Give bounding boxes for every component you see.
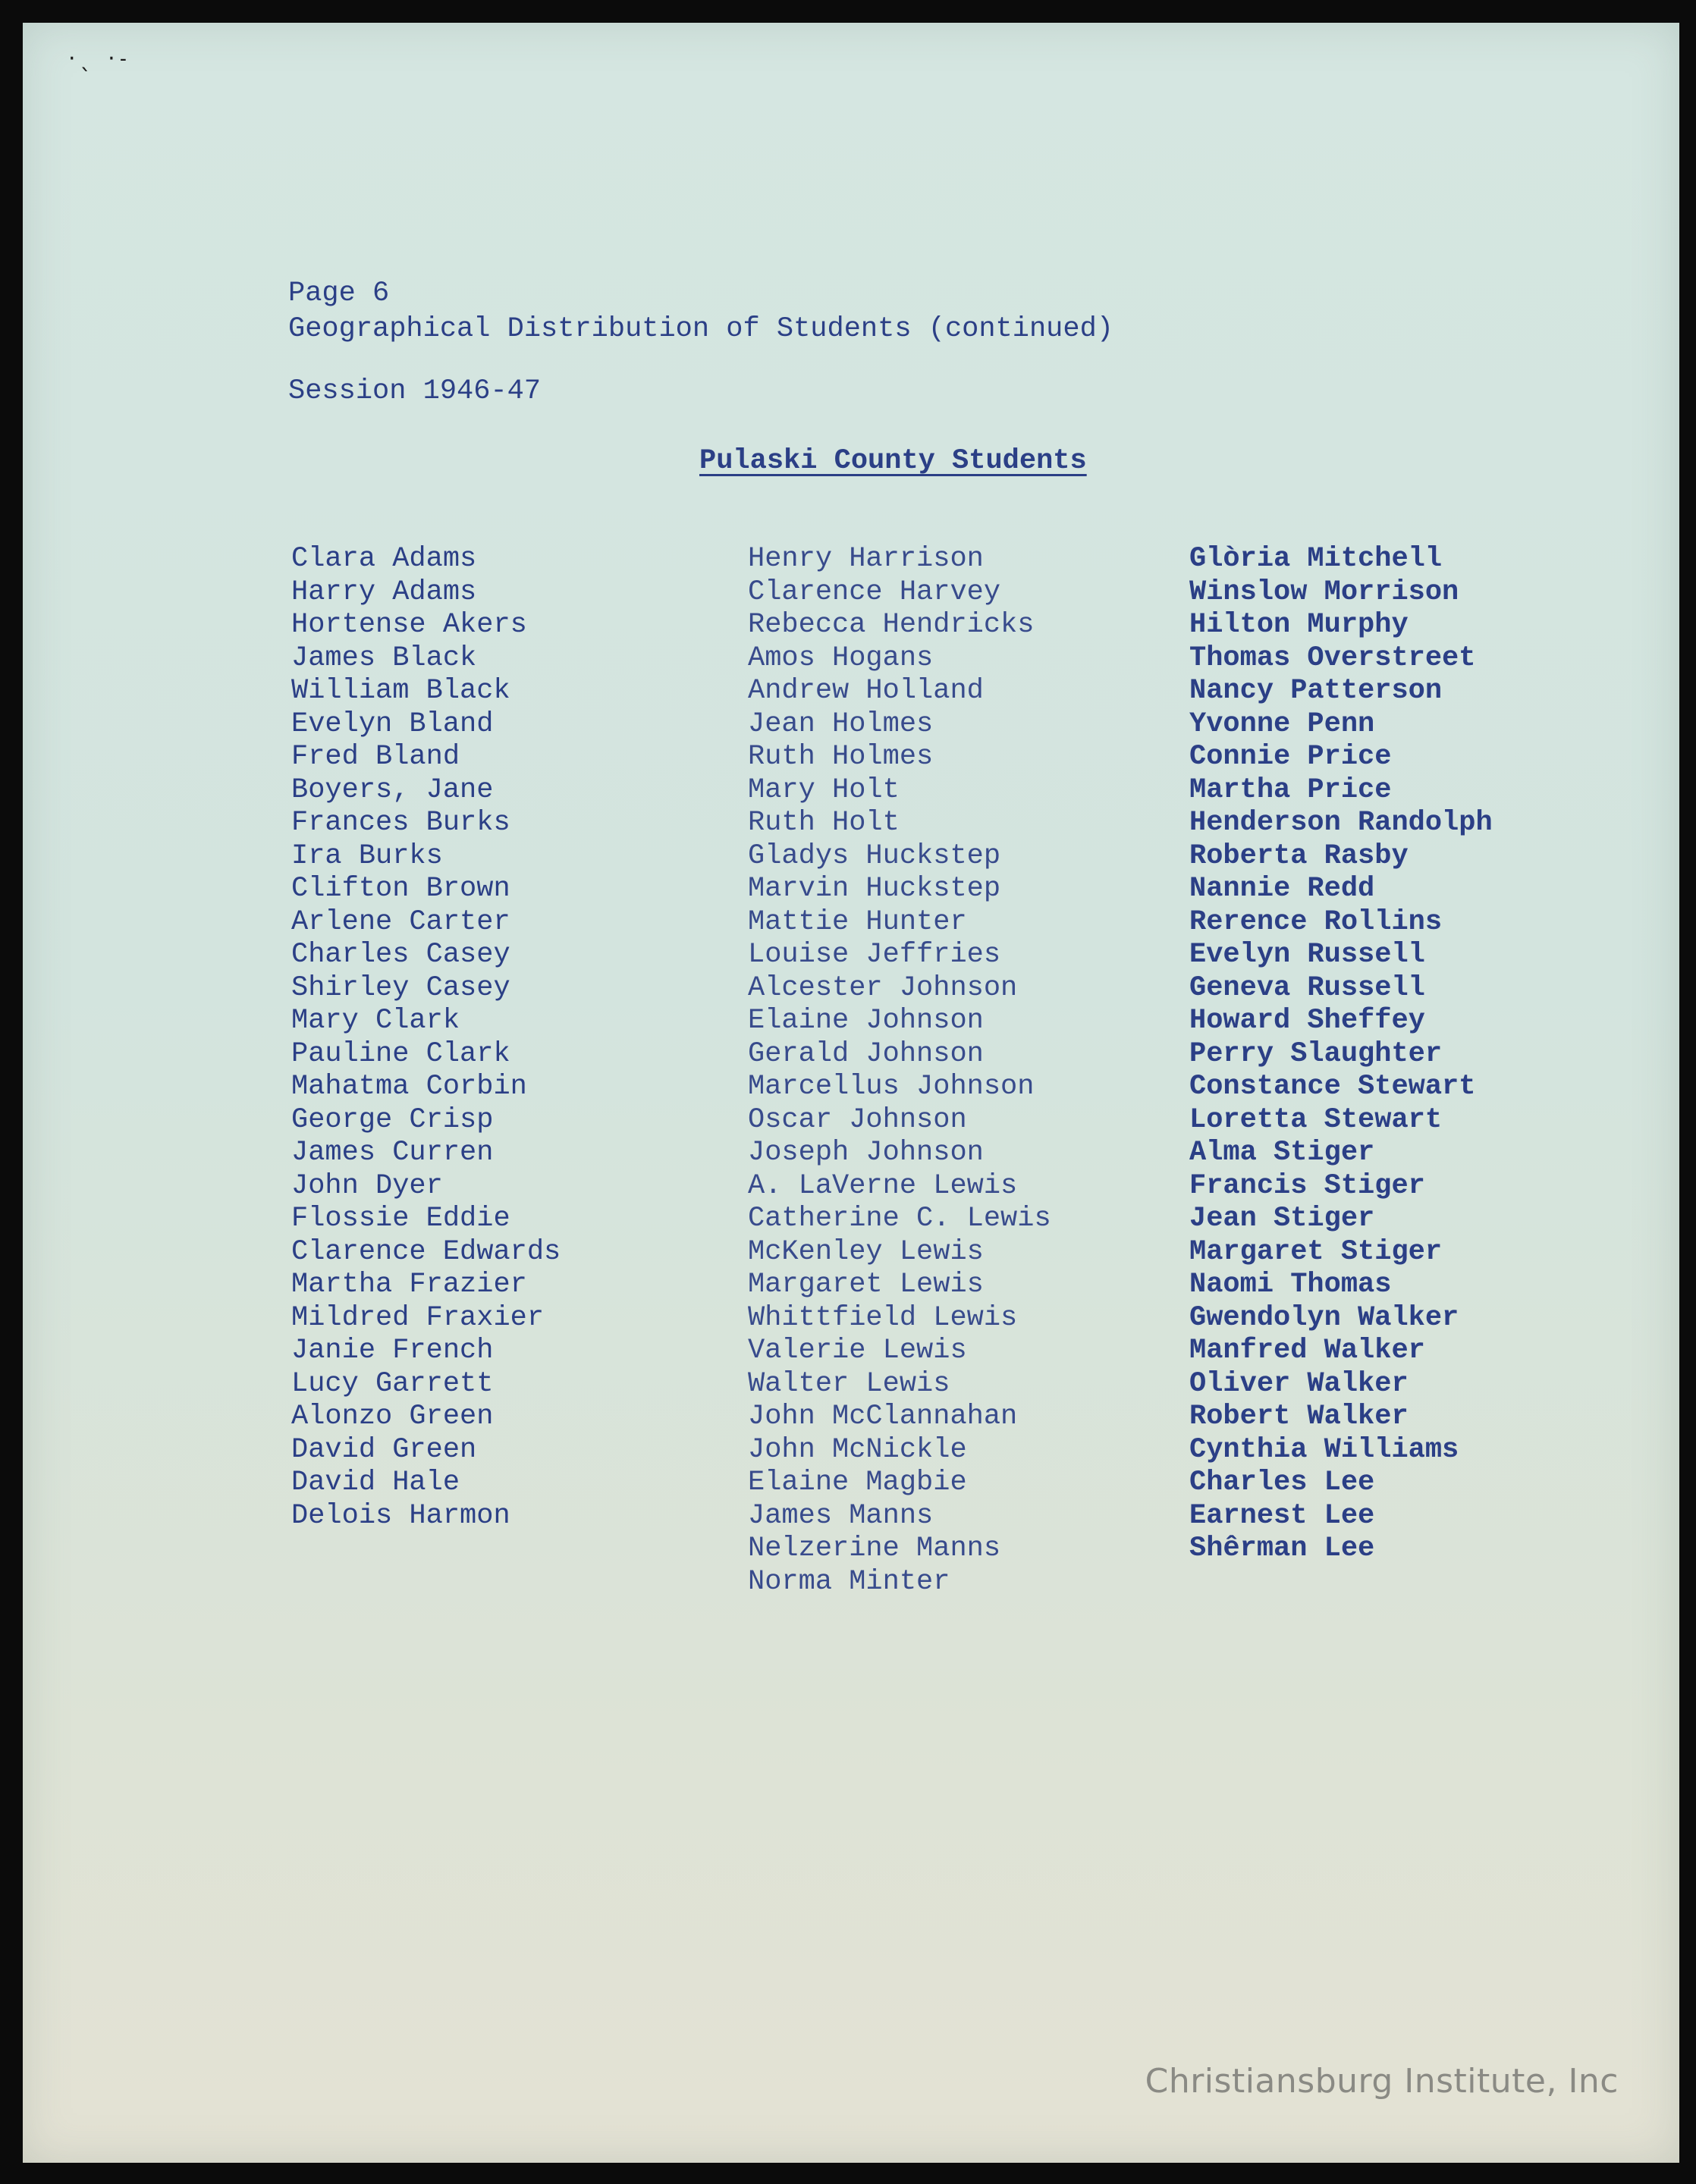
student-name: John McClannahan	[748, 1401, 1018, 1432]
student-name: Janie French	[291, 1335, 494, 1367]
student-name: Roberta Rasby	[1189, 839, 1409, 872]
student-name: John Dyer	[291, 1169, 443, 1202]
student-name: Elaine Johnson	[748, 1005, 984, 1037]
session-label: Session 1946-47	[288, 375, 542, 407]
student-name: Martha Frazier	[291, 1269, 527, 1301]
student-name: Mary Clark	[291, 1005, 460, 1037]
student-name: Gerald Johnson	[748, 1037, 984, 1070]
student-name: James Manns	[748, 1499, 934, 1532]
student-name: John McNickle	[748, 1433, 967, 1466]
student-name: Walter Lewis	[748, 1367, 950, 1400]
student-name: Oscar Johnson	[748, 1103, 967, 1136]
student-name: Mattie Hunter	[748, 905, 967, 938]
student-name: Margaret Stiger	[1189, 1235, 1443, 1268]
student-column-2	[748, 543, 1051, 1599]
student-name: Catherine C. Lewis	[748, 1203, 1051, 1235]
section-title: Pulaski County Students	[699, 445, 1087, 477]
student-column-1	[291, 543, 561, 1533]
student-name: Jean Holmes	[748, 708, 934, 740]
student-name: Harry Adams	[291, 576, 477, 608]
student-name: David Hale	[291, 1467, 460, 1498]
student-name: McKenley Lewis	[748, 1235, 984, 1268]
student-name: Martha Price	[1189, 774, 1392, 806]
student-name: Fred Bland	[291, 741, 460, 773]
student-name: Earnest Lee	[1189, 1499, 1375, 1532]
student-name: Nancy Patterson	[1189, 675, 1443, 707]
student-name: Andrew Holland	[748, 675, 984, 707]
student-name: Margaret Lewis	[748, 1269, 984, 1301]
student-name: Henry Harrison	[748, 543, 984, 575]
student-name: Winslow Morrison	[1189, 576, 1459, 608]
student-name: Jean Stiger	[1189, 1203, 1375, 1235]
student-name: Glòria Mitchell	[1189, 543, 1443, 575]
student-name: Oliver Walker	[1189, 1367, 1409, 1400]
student-name: Hortense Akers	[291, 609, 527, 641]
student-name: Rebecca Hendricks	[748, 609, 1035, 641]
page-label: Page 6	[288, 278, 390, 309]
paper-specks: ·ˎ ·˗	[68, 46, 132, 72]
student-name: Shirley Casey	[291, 971, 510, 1004]
student-name: Joseph Johnson	[748, 1137, 984, 1169]
student-name: Alcester Johnson	[748, 971, 1018, 1004]
student-name: Mildred Fraxier	[291, 1301, 545, 1334]
student-name: Rerence Rollins	[1189, 905, 1443, 938]
student-name: Clara Adams	[291, 543, 477, 575]
student-name: Gwendolyn Walker	[1189, 1301, 1459, 1334]
student-name: Lucy Garrett	[291, 1367, 494, 1400]
student-name: Charles Lee	[1189, 1467, 1375, 1498]
student-name: Marcellus Johnson	[748, 1071, 1035, 1103]
student-name: Mahatma Corbin	[291, 1071, 527, 1103]
student-name: Evelyn Russell	[1189, 939, 1425, 971]
student-name: Evelyn Bland	[291, 708, 494, 740]
student-name: Delois Harmon	[291, 1499, 510, 1532]
student-name: William Black	[291, 675, 510, 707]
watermark: Christiansburg Institute, Inc	[1145, 2062, 1619, 2101]
student-name: Nannie Redd	[1189, 873, 1375, 905]
student-name: Constance Stewart	[1189, 1071, 1476, 1103]
student-name: Ruth Holt	[748, 807, 900, 839]
student-name: Alma Stiger	[1189, 1137, 1375, 1169]
student-name: Boyers, Jane	[291, 774, 494, 806]
student-name: Mary Holt	[748, 774, 900, 806]
student-name: Shêrman Lee	[1189, 1533, 1375, 1564]
student-name: Whittfield Lewis	[748, 1301, 1018, 1334]
student-name: Norma Minter	[748, 1565, 950, 1598]
student-name: Alonzo Green	[291, 1401, 494, 1432]
student-name: Arlene Carter	[291, 905, 510, 938]
student-name: Flossie Eddie	[291, 1203, 510, 1235]
student-name: James Curren	[291, 1137, 494, 1169]
student-name: Ruth Holmes	[748, 741, 934, 773]
student-name: Thomas Overstreet	[1189, 642, 1476, 674]
student-name: Clarence Edwards	[291, 1235, 561, 1268]
student-name: Naomi Thomas	[1189, 1269, 1392, 1301]
student-name: Yvonne Penn	[1189, 708, 1375, 740]
student-name: Henderson Randolph	[1189, 807, 1493, 839]
student-name: Marvin Huckstep	[748, 873, 1001, 905]
student-name: David Green	[291, 1433, 477, 1466]
student-name: Frances Burks	[291, 807, 510, 839]
student-name: Geneva Russell	[1189, 971, 1425, 1004]
student-name: Howard Sheffey	[1189, 1005, 1425, 1037]
student-name: Manfred Walker	[1189, 1335, 1425, 1367]
student-name: Connie Price	[1189, 741, 1392, 773]
student-name: Loretta Stewart	[1189, 1103, 1443, 1136]
student-name: Louise Jeffries	[748, 939, 1001, 971]
student-name: Nelzerine Manns	[748, 1533, 1001, 1564]
student-name: James Black	[291, 642, 477, 674]
student-name: George Crisp	[291, 1103, 494, 1136]
student-name: Charles Casey	[291, 939, 510, 971]
student-column-3	[1189, 543, 1493, 1566]
student-name: Gladys Huckstep	[748, 839, 1001, 872]
document-subtitle: Geographical Distribution of Students (continued)	[288, 313, 1113, 345]
student-name: Robert Walker	[1189, 1401, 1409, 1432]
student-name: Pauline Clark	[291, 1037, 510, 1070]
student-name: Francis Stiger	[1189, 1169, 1425, 1202]
student-name: Ira Burks	[291, 839, 443, 872]
student-name: Valerie Lewis	[748, 1335, 967, 1367]
student-name: A. LaVerne Lewis	[748, 1169, 1018, 1202]
student-name: Clarence Harvey	[748, 576, 1001, 608]
student-name: Clifton Brown	[291, 873, 510, 905]
student-name: Cynthia Williams	[1189, 1433, 1459, 1466]
document-page	[23, 23, 1679, 2163]
student-name: Hilton Murphy	[1189, 609, 1409, 641]
student-name: Perry Slaughter	[1189, 1037, 1443, 1070]
student-name: Amos Hogans	[748, 642, 934, 674]
student-name: Elaine Magbie	[748, 1467, 967, 1498]
